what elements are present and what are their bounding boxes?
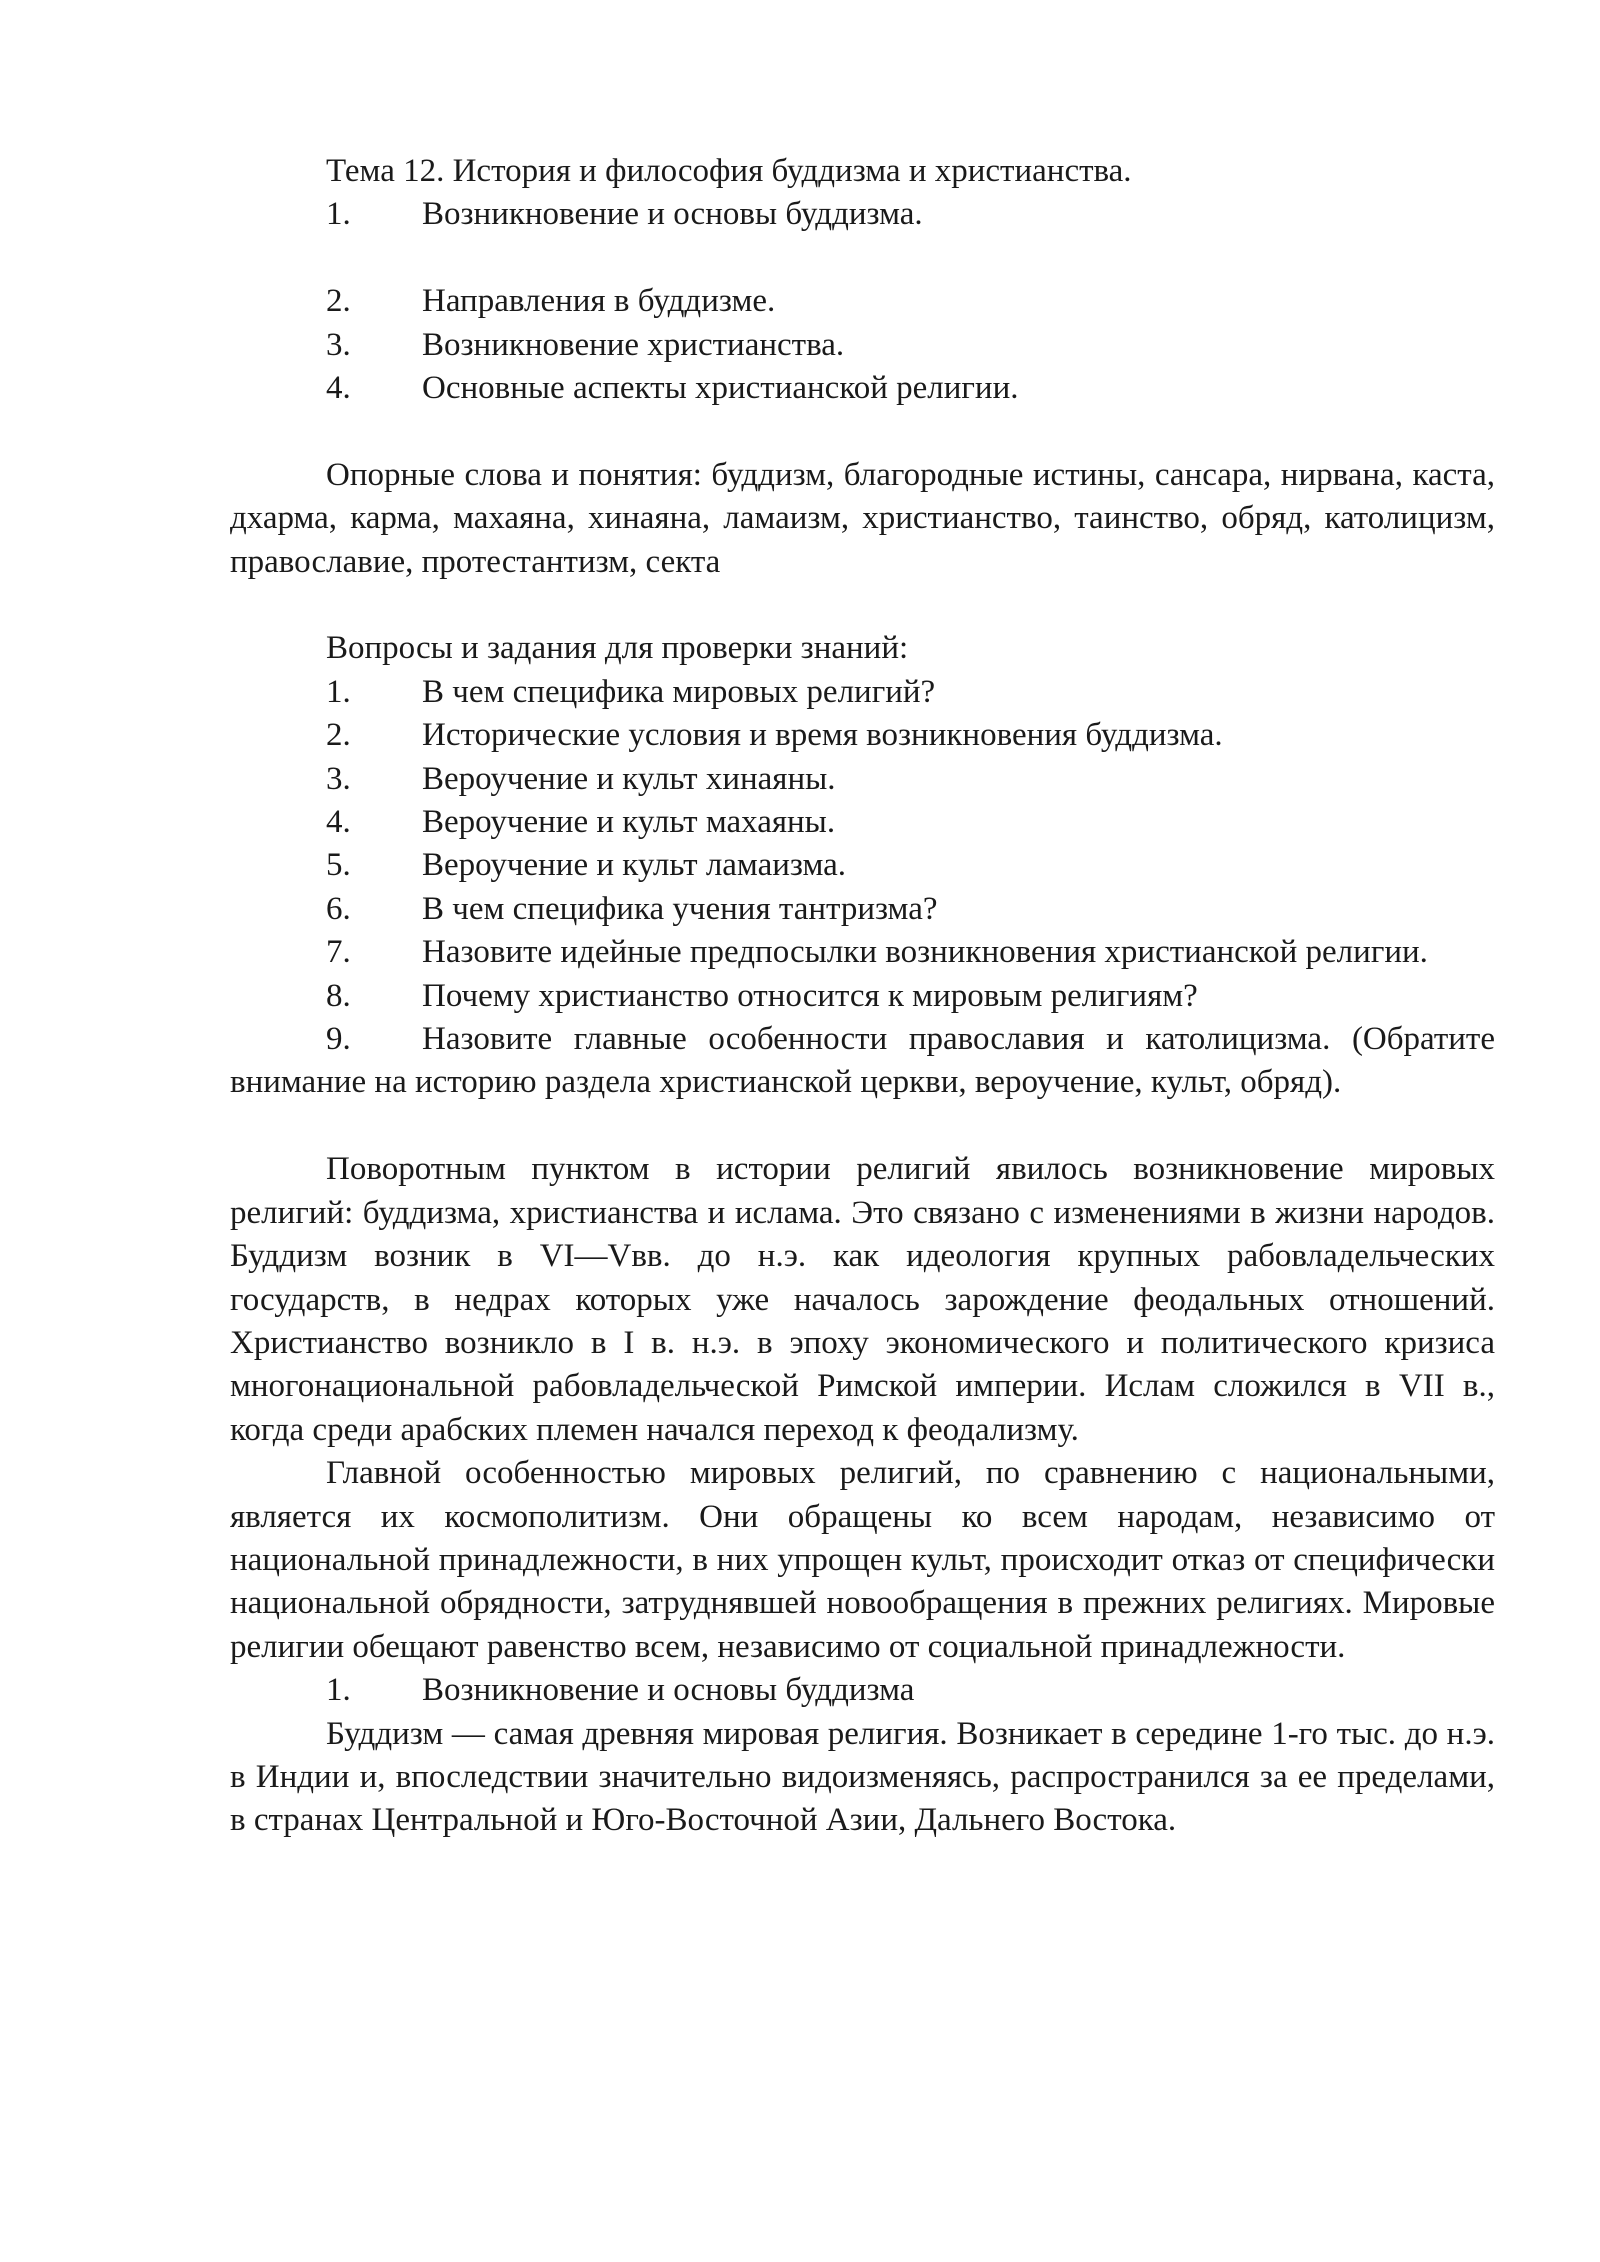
- body-paragraph-2: Главной особенностью мировых религий, по сравнению с национальными, является их космополитизм. Они обращены ко всем народам, независимо от национальной принадлежности, в них упрощен культ, происходит отказ от специфически национальной обрядности, затруднявшей новообращения в прежних религиях. Мировые религии обещают равенство всем, независимо от социальной принадлежности.: [230, 1455, 1495, 1665]
- plan-item-1: [230, 193, 1495, 236]
- question-item-5: [230, 844, 1495, 887]
- questions-heading: Вопросы и задания для проверки знаний:: [326, 630, 909, 667]
- body-paragraph-3: Буддизм — самая древняя мировая религия. Возникает в середине 1-го тыс. до н.э. в Индии и, впоследствии значительно видоизменяясь, распространился за ее пределами, в странах Центральной и Юго-Восточной Азии, Дальнего Востока.: [230, 1715, 1495, 1839]
- question-text: Почему христианство относится к мировым религиям?: [422, 977, 1198, 1014]
- question-item-1: [230, 671, 1495, 714]
- document-page: [230, 150, 1495, 1843]
- question-text: Назовите идейные предпосылки возникновения христианской религии.: [422, 934, 1428, 971]
- blank-line: [230, 584, 1495, 627]
- keywords-paragraph: Опорные слова и понятия: буддизм, благородные истины, сансара, нирвана, каста, дхарма, карма, махаяна, хинаяна, ламаизм, христианство, таинство, обряд, католицизм, православие, протестантизм, секта: [230, 456, 1495, 580]
- question-number: 2.: [326, 717, 351, 754]
- question-item-8: [230, 975, 1495, 1018]
- question-text: Исторические условия и время возникновения буддизма.: [422, 717, 1223, 754]
- question-number: 7.: [326, 934, 351, 971]
- question-number: 9.: [326, 1021, 351, 1058]
- body-paragraph-1: Поворотным пунктом в истории религий явилось возникновение мировых религий: буддизма, христианства и ислама. Это связано с изменениями в жизни народов. Буддизм возник в VI—Vвв. до н.э. как идеология крупных рабовладельческих государств, в недрах которых уже началось зарождение феодальных отношений. Христианство возникло в I в. н.э. в эпоху экономического и политического кризиса многонациональной рабовладельческой Римской империи. Ислам сложился в VII в., когда среди арабских племен начался переход к феодализму.: [230, 1151, 1495, 1448]
- question-item-9: [230, 1018, 1495, 1105]
- plan-item-number: 4.: [326, 370, 351, 407]
- question-text: В чем специфика учения тантризма?: [422, 890, 938, 927]
- plan-item-text: Возникновение христианства.: [422, 326, 845, 363]
- question-number: 5.: [326, 847, 351, 884]
- plan-item-text: Основные аспекты христианской религии.: [422, 370, 1019, 407]
- plan-item-number: 1.: [326, 196, 351, 233]
- plan-item-2: [230, 280, 1495, 323]
- question-item-4: [230, 801, 1495, 844]
- section-heading: [230, 1669, 1495, 1712]
- blank-line: [230, 410, 1495, 453]
- plan-item-4: [230, 367, 1495, 410]
- question-number: 3.: [326, 760, 351, 797]
- question-number: 4.: [326, 804, 351, 841]
- question-item-3: [230, 758, 1495, 801]
- question-text: Вероучение и культ хинаяны.: [422, 760, 836, 797]
- document-title: Тема 12. История и философия буддизма и христианства.: [326, 153, 1132, 189]
- question-item-7: [230, 931, 1495, 974]
- question-number: 6.: [326, 890, 351, 927]
- question-number: 8.: [326, 977, 351, 1014]
- plan-item-number: 3.: [326, 326, 351, 363]
- question-text: Вероучение и культ ламаизма.: [422, 847, 847, 884]
- blank-line: [230, 237, 1495, 280]
- section-number: 1.: [326, 1672, 351, 1709]
- question-text: Вероучение и культ махаяны.: [422, 804, 836, 841]
- section-title: Возникновение и основы буддизма: [422, 1672, 915, 1709]
- question-number: 1.: [326, 673, 351, 710]
- plan-item-number: 2.: [326, 283, 351, 320]
- question-item-2: [230, 714, 1495, 757]
- plan-item-text: Возникновение и основы буддизма.: [422, 196, 923, 233]
- plan-item-3: [230, 324, 1495, 367]
- blank-line: [230, 1105, 1495, 1148]
- plan-item-text: Направления в буддизме.: [422, 283, 776, 320]
- question-item-6: [230, 888, 1495, 931]
- question-text: В чем специфика мировых религий?: [422, 673, 936, 710]
- question-text: Назовите главные особенности православия и католицизма. (Обратите внимание на историю раздела христианской церкви, вероучение, культ, обряд).: [230, 1021, 1495, 1101]
